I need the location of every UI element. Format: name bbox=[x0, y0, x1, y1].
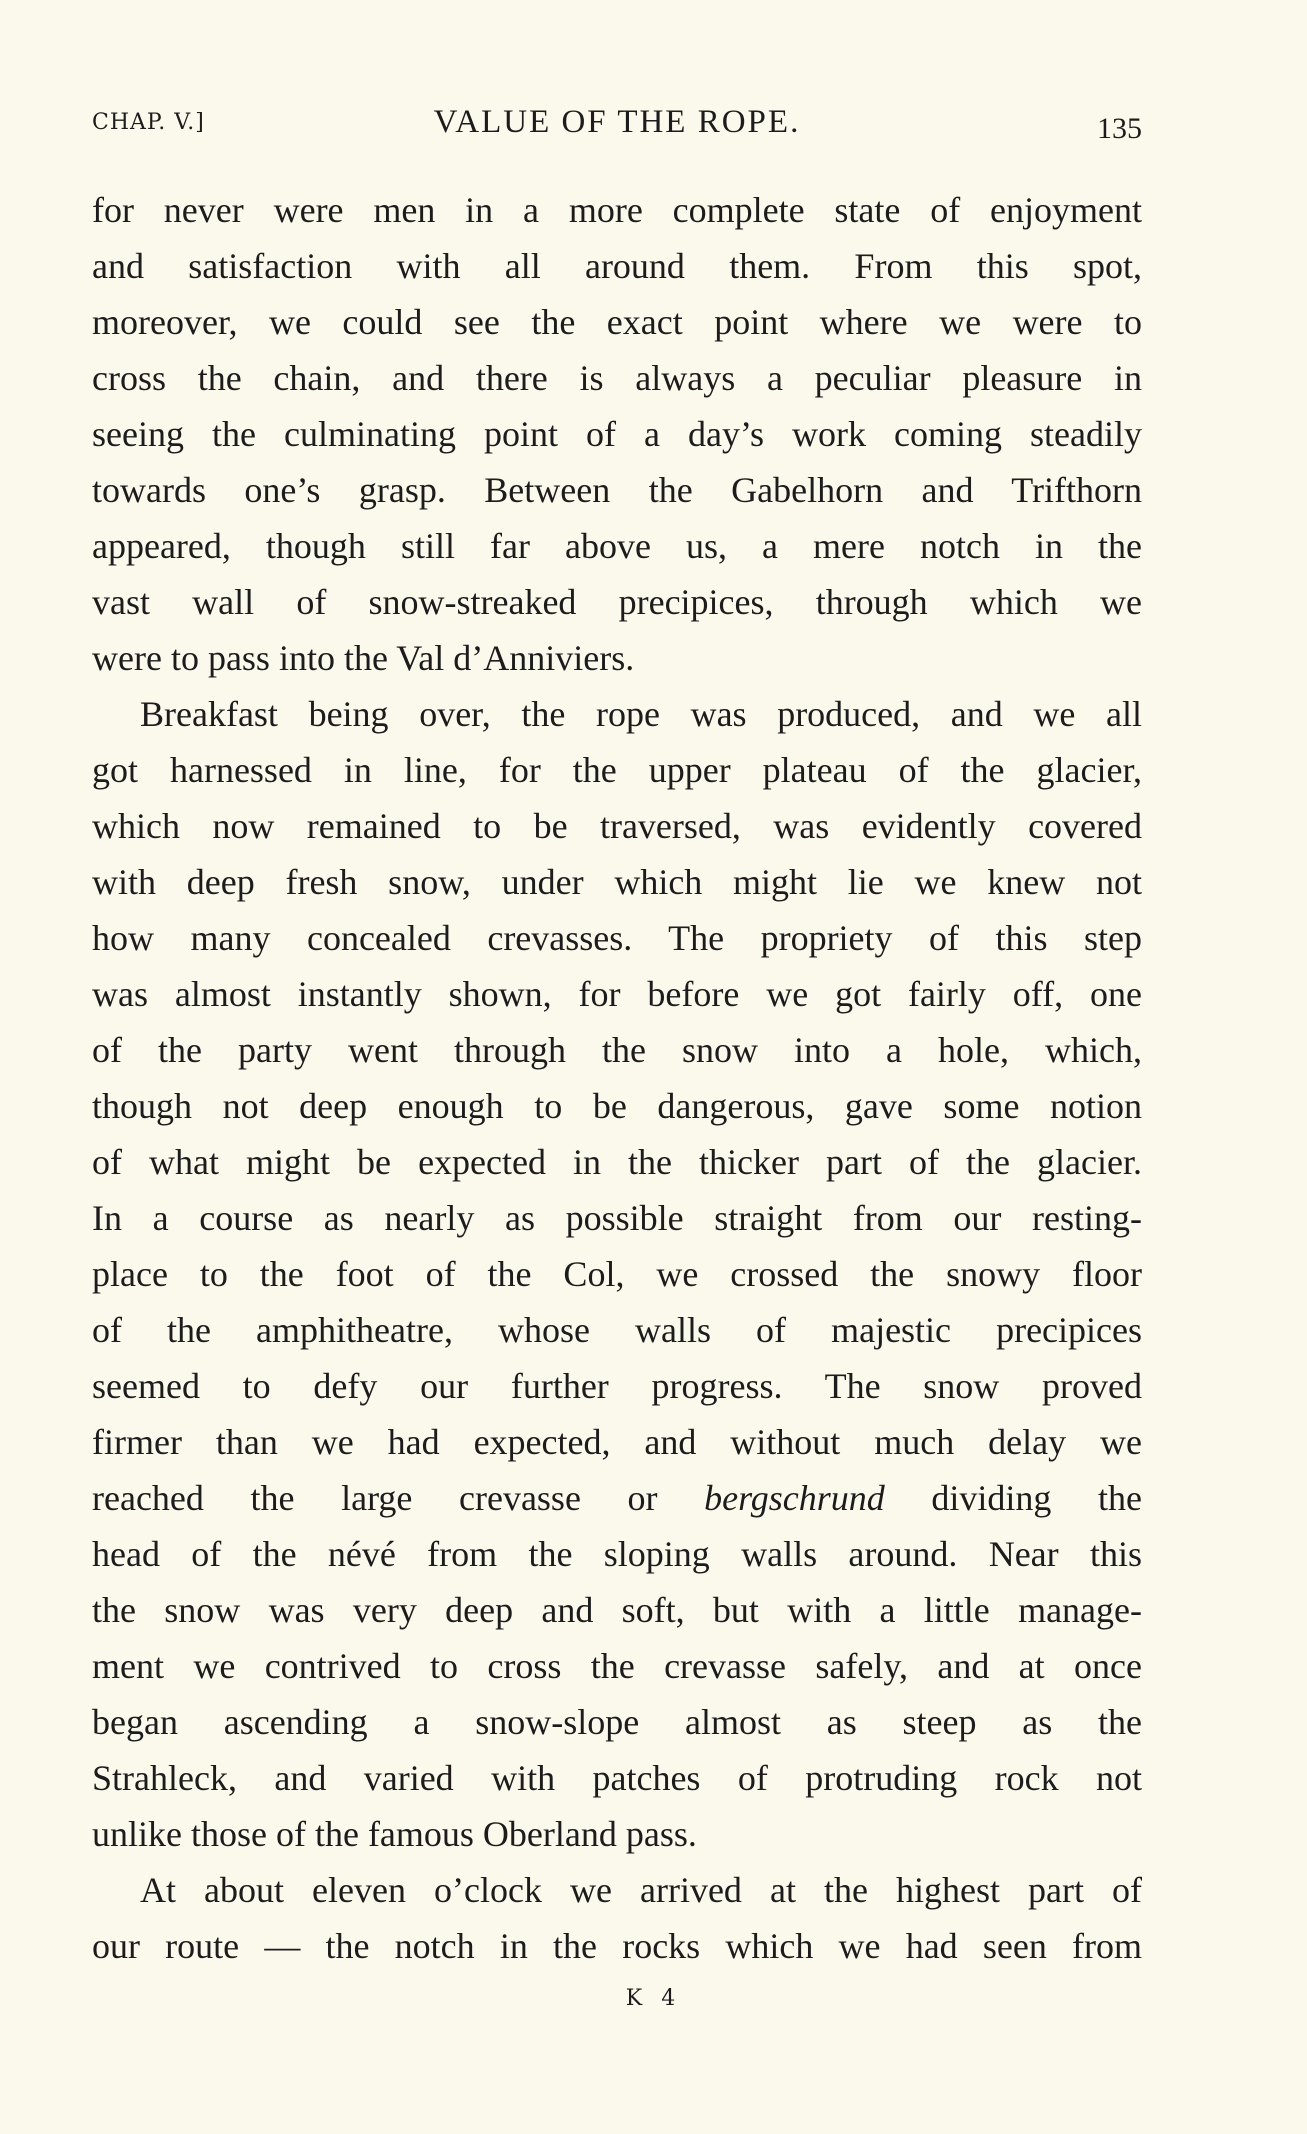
text-line: began ascending a snow-slope almost as steep as the bbox=[92, 1702, 1142, 1742]
text-line: our route — the notch in the rocks which we had seen from bbox=[92, 1926, 1142, 1966]
text-line: though not deep enough to be dangerous, gave some notion bbox=[92, 1086, 1142, 1126]
text-line: of what might be expected in the thicker part of the glacier. bbox=[92, 1142, 1142, 1182]
text-segment: dividing the bbox=[884, 1478, 1142, 1518]
text-line: got harnessed in line, for the upper plateau of the glacier, bbox=[92, 750, 1142, 790]
text-line: In a course as nearly as possible straight from our resting- bbox=[92, 1198, 1142, 1238]
text-line: cross the chain, and there is always a peculiar pleasure in bbox=[92, 358, 1142, 398]
text-line: At about eleven o’clock we arrived at the highest part of bbox=[140, 1870, 1142, 1910]
text-line: unlike those of the famous Oberland pass. bbox=[92, 1814, 697, 1854]
text-line: towards one’s grasp. Between the Gabelhorn and Trifthorn bbox=[92, 470, 1142, 510]
text-line: for never were men in a more complete state of enjoyment bbox=[92, 190, 1142, 230]
text-line: the snow was very deep and soft, but with a little manage- bbox=[92, 1590, 1142, 1630]
text-line: appeared, though still far above us, a mere notch in the bbox=[92, 526, 1142, 566]
running-header bbox=[92, 104, 1142, 152]
page-title: VALUE OF THE ROPE. bbox=[433, 104, 801, 140]
text-line: Strahleck, and varied with patches of protruding rock not bbox=[92, 1758, 1142, 1798]
text-line: seeing the culminating point of a day’s work coming steadily bbox=[92, 414, 1142, 454]
chapter-label: CHAP. V.] bbox=[92, 110, 205, 135]
text-line: head of the névé from the sloping walls around. Near this bbox=[92, 1534, 1142, 1574]
text-line: how many concealed crevasses. The propriety of this step bbox=[92, 918, 1142, 958]
text-line: of the party went through the snow into a hole, which, bbox=[92, 1030, 1142, 1070]
text-line-with-italic bbox=[92, 1470, 1142, 1526]
text-line: were to pass into the Val d’Anniviers. bbox=[92, 638, 635, 678]
text-line: and satisfaction with all around them. From this spot, bbox=[92, 246, 1142, 286]
text-line: vast wall of snow-streaked precipices, through which we bbox=[92, 582, 1142, 622]
text-line: firmer than we had expected, and without much delay we bbox=[92, 1422, 1142, 1462]
text-segment: reached the large crevasse or bbox=[92, 1478, 705, 1518]
text-line: moreover, we could see the exact point where we were to bbox=[92, 302, 1142, 342]
text-line: ment we contrived to cross the crevasse safely, and at once bbox=[92, 1646, 1142, 1686]
body-text bbox=[92, 182, 1142, 1974]
text-line: seemed to defy our further progress. The snow proved bbox=[92, 1366, 1142, 1406]
text-line: of the amphitheatre, whose walls of majestic precipices bbox=[92, 1310, 1142, 1350]
text-line: which now remained to be traversed, was evidently covered bbox=[92, 806, 1142, 846]
text-line: with deep fresh snow, under which might lie we knew not bbox=[92, 862, 1142, 902]
italic-term: bergschrund bbox=[704, 1478, 885, 1518]
text-line: was almost instantly shown, for before we got fairly off, one bbox=[92, 974, 1142, 1014]
text-line: Breakfast being over, the rope was produced, and we all bbox=[140, 694, 1142, 734]
text-line: place to the foot of the Col, we crossed the snowy floor bbox=[92, 1254, 1142, 1294]
page-number: 135 bbox=[1097, 112, 1142, 145]
signature-mark: K 4 bbox=[625, 1986, 682, 2011]
